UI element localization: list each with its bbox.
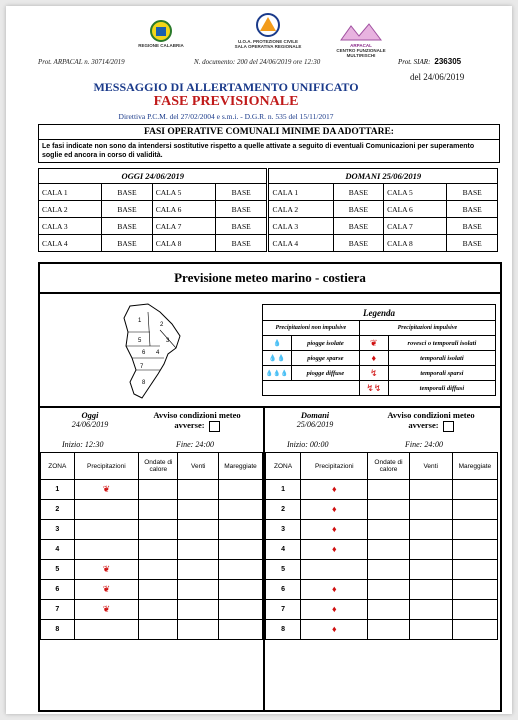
precip-cell — [74, 500, 139, 520]
regione-calabria-shield-icon — [150, 20, 172, 42]
empty-cell — [409, 500, 452, 520]
empty-cell — [219, 540, 263, 560]
precip-cell — [74, 620, 139, 640]
cala-row — [39, 235, 498, 252]
zone-number: 5 — [266, 560, 301, 580]
legend-col-impulsive: Precipitazioni impulsive — [359, 321, 495, 336]
arpacal-emblem-icon — [339, 22, 383, 42]
today-fine: Fine: 24:00 — [176, 440, 214, 449]
precip-cell — [301, 520, 368, 540]
tomorrow-day — [285, 410, 345, 429]
meteo-section — [38, 262, 502, 712]
precip-cell — [74, 520, 139, 540]
regione-calabria-logo — [136, 20, 186, 48]
today-zone-row — [41, 620, 263, 640]
cala-cell-c: CALA 1 — [268, 184, 333, 201]
tomorrow-zone-table — [265, 452, 498, 640]
empty-cell — [452, 620, 497, 640]
cala-cell-bv: BASE — [215, 218, 268, 235]
temporali-isolati-icon: ♦ — [331, 624, 337, 634]
today-zone-row — [41, 500, 263, 520]
empty-cell — [178, 580, 219, 600]
cala-cell-a: CALA 1 — [39, 184, 102, 201]
empty-cell — [219, 600, 263, 620]
tomorrow-zone-row — [266, 600, 498, 620]
cala-cell-b: CALA 5 — [152, 184, 215, 201]
today-zone-row — [41, 560, 263, 580]
rain-drops-icon: 💧💧 — [263, 351, 292, 366]
map-zone-3: 3 — [166, 338, 170, 344]
temporali-isolati-icon: ♦ — [331, 584, 337, 594]
map-zone-2: 2 — [160, 322, 164, 328]
temporali-isolati-icon: ♦ — [331, 484, 337, 494]
arpacal-logo — [326, 22, 396, 58]
storm-icon: ♦ — [359, 351, 388, 366]
zone-number: 7 — [41, 600, 75, 620]
precip-cell — [301, 480, 368, 500]
map-zone-7: 7 — [140, 364, 144, 370]
legend-item-temporali-isolati: temporali isolati — [388, 351, 495, 366]
empty-cell — [409, 560, 452, 580]
empty-cell — [219, 580, 263, 600]
legend-item-piogge-diffuse: piogge diffuse — [292, 366, 360, 381]
zone-number: 1 — [41, 480, 75, 500]
empty-cell — [409, 480, 452, 500]
zone-number: 2 — [41, 500, 75, 520]
today-avviso — [138, 410, 256, 432]
zone-number: 7 — [266, 600, 301, 620]
empty-cell — [139, 540, 178, 560]
legend-item-temporali-sparsi: temporali sparsi — [388, 366, 495, 381]
precip-cell — [74, 540, 139, 560]
legend-item-piogge-sparse: piogge sparse — [292, 351, 360, 366]
cala-cell-cv: BASE — [333, 184, 384, 201]
fasi-note: Le fasi indicate non sono da intendersi sostitutive rispetto a quelle attivate a seguito di eventuali Comunicazioni per superamento soglie ed ancora in corso di validità. — [42, 143, 475, 159]
temporali-isolati-icon: ♦ — [331, 544, 337, 554]
today-inizio: Inizio: 12:30 — [62, 440, 104, 449]
today-zone-row — [41, 580, 263, 600]
logo-center-line1: U.O.A. PROTEZIONE CIVILE — [237, 39, 298, 44]
fasi-title: FASI OPERATIVE COMUNALI MINIME DA ADOTTARE: — [39, 125, 499, 140]
empty-cell — [219, 520, 263, 540]
shower-icon: ❦ — [359, 336, 388, 351]
today-zone-row — [41, 480, 263, 500]
tomorrow-avviso-checkbox[interactable] — [443, 421, 454, 432]
today-col-header: Ondate di calore — [139, 453, 178, 480]
empty-cell — [139, 600, 178, 620]
tomorrow-label: Domani — [300, 410, 330, 420]
tomorrow-col-header: Ondate di calore — [368, 453, 409, 480]
tomorrow-zone-row — [266, 580, 498, 600]
rovesci-icon: ❦ — [102, 604, 111, 614]
zone-number: 6 — [266, 580, 301, 600]
cala-cell-cv: BASE — [333, 201, 384, 218]
map-zone-1: 1 — [138, 318, 142, 324]
zone-number: 3 — [266, 520, 301, 540]
tomorrow-zone-row — [266, 500, 498, 520]
empty-cell — [409, 600, 452, 620]
today-col-header: ZONA — [41, 453, 75, 480]
precip-cell — [301, 560, 368, 580]
today-zone-row — [41, 600, 263, 620]
legend-table — [262, 304, 496, 396]
cala-cell-av: BASE — [102, 201, 153, 218]
empty-cell — [452, 500, 497, 520]
document-title: MESSAGGIO DI ALLERTAMENTO UNIFICATO — [93, 80, 359, 94]
precip-cell — [301, 580, 368, 600]
empty-cell — [178, 620, 219, 640]
cala-today-header: OGGI 24/06/2019 — [39, 169, 268, 184]
empty-cell — [368, 520, 409, 540]
empty-cell — [219, 560, 263, 580]
tomorrow-col-header: Precipitazioni — [301, 453, 368, 480]
document-page — [6, 6, 512, 714]
cala-cell-b: CALA 7 — [152, 218, 215, 235]
empty-cell — [178, 520, 219, 540]
cala-cell-dv: BASE — [447, 235, 498, 252]
rain-many-drops-icon: 💧💧💧 — [263, 366, 292, 381]
empty-cell — [452, 560, 497, 580]
empty-cell — [219, 500, 263, 520]
tomorrow-col-header: Mareggiate — [452, 453, 497, 480]
tomorrow-avviso-text: Avviso condizioni meteo avverse: — [387, 410, 475, 430]
empty-cell — [139, 620, 178, 640]
empty-cell — [409, 620, 452, 640]
cala-cell-d: CALA 6 — [384, 201, 447, 218]
map-zone-8: 8 — [142, 380, 146, 386]
today-day — [60, 410, 120, 429]
prot-siar — [398, 57, 461, 66]
protezione-civile-logo — [228, 12, 308, 49]
empty-cell — [178, 480, 219, 500]
today-avviso-checkbox[interactable] — [209, 421, 220, 432]
tomorrow-zone-row — [266, 480, 498, 500]
cala-cell-bv: BASE — [215, 235, 268, 252]
cala-row — [39, 184, 498, 201]
tomorrow-col-header: Venti — [409, 453, 452, 480]
logo-left-text: REGIONE CALABRIA — [138, 43, 184, 48]
cala-cell-c: CALA 2 — [268, 201, 333, 218]
rovesci-icon: ❦ — [102, 484, 111, 494]
legend-col-non-impulsive: Precipitazioni non impulsive — [263, 321, 360, 336]
fasi-operative-box — [38, 124, 500, 163]
temporali-isolati-icon: ♦ — [331, 604, 337, 614]
empty-cell — [452, 520, 497, 540]
cala-cell-cv: BASE — [333, 218, 384, 235]
cala-cell-b: CALA 6 — [152, 201, 215, 218]
cala-cell-av: BASE — [102, 235, 153, 252]
precip-cell — [301, 500, 368, 520]
precip-cell — [301, 540, 368, 560]
zone-number: 5 — [41, 560, 75, 580]
zone-number: 4 — [41, 540, 75, 560]
zone-number: 1 — [266, 480, 301, 500]
map-zone-6: 6 — [142, 350, 146, 356]
tomorrow-col-header: ZONA — [266, 453, 301, 480]
cala-cell-a: CALA 4 — [39, 235, 102, 252]
prot-siar-value: 236305 — [434, 57, 462, 66]
tomorrow-zone-row — [266, 540, 498, 560]
document-number: N. documento: 200 del 24/06/2019 ore 12:30 — [194, 58, 321, 66]
empty-cell — [139, 580, 178, 600]
cala-row — [39, 218, 498, 235]
empty-cell — [368, 500, 409, 520]
empty-cell — [409, 580, 452, 600]
today-col-header: Venti — [178, 453, 219, 480]
cala-cell-d: CALA 8 — [384, 235, 447, 252]
lightning-double-icon: ↯↯ — [359, 381, 388, 396]
logo-right-line2: CENTRO FUNZIONALE MULTIRISCHI — [336, 48, 386, 58]
today-label: Oggi — [81, 410, 99, 420]
cala-cell-b: CALA 8 — [152, 235, 215, 252]
meteo-title: Previsione meteo marino - costiera — [40, 264, 500, 294]
calabria-zones-map — [120, 302, 190, 402]
title-date: del 24/06/2019 — [410, 72, 465, 82]
cala-cell-dv: BASE — [447, 201, 498, 218]
today-zone-table — [40, 452, 263, 640]
protezione-civile-icon — [256, 12, 280, 38]
empty-cell — [178, 560, 219, 580]
temporali-isolati-icon: ♦ — [331, 524, 337, 534]
cala-cell-d: CALA 7 — [384, 218, 447, 235]
empty-cell — [368, 540, 409, 560]
precip-cell — [74, 580, 139, 600]
empty-cell — [452, 480, 497, 500]
empty-cell — [452, 580, 497, 600]
temporali-isolati-icon: ♦ — [331, 504, 337, 514]
legend-item-rovesci: rovesci o temporali isolati — [388, 336, 495, 351]
cala-cell-dv: BASE — [447, 218, 498, 235]
empty-cell — [452, 540, 497, 560]
precip-cell — [301, 600, 368, 620]
precip-cell — [74, 480, 139, 500]
today-date: 24/06/2019 — [71, 420, 109, 429]
precip-cell — [74, 560, 139, 580]
tomorrow-avviso — [383, 410, 479, 432]
empty-cell — [219, 620, 263, 640]
empty-cell — [139, 520, 178, 540]
zone-number: 2 — [266, 500, 301, 520]
prot-arpacal: Prot. ARPACAL n. 30714/2019 — [38, 58, 125, 66]
empty-cell — [178, 500, 219, 520]
cala-cell-cv: BASE — [333, 235, 384, 252]
zone-number: 4 — [266, 540, 301, 560]
logo-right-line1: ARPACAL — [350, 43, 372, 48]
cala-cell-bv: BASE — [215, 184, 268, 201]
tomorrow-date: 25/06/2019 — [296, 420, 334, 429]
cala-row — [39, 201, 498, 218]
empty-cell — [139, 500, 178, 520]
legend-title: Legenda — [263, 305, 496, 321]
tomorrow-inizio: Inizio: 00:00 — [287, 440, 329, 449]
empty-cell — [219, 480, 263, 500]
rovesci-icon: ❦ — [102, 564, 111, 574]
today-zone-row — [41, 520, 263, 540]
zone-number: 8 — [266, 620, 301, 640]
cala-cell-a: CALA 3 — [39, 218, 102, 235]
zone-number: 6 — [41, 580, 75, 600]
empty-cell — [409, 540, 452, 560]
tomorrow-zone-row — [266, 520, 498, 540]
zone-number: 3 — [41, 520, 75, 540]
cala-cell-av: BASE — [102, 218, 153, 235]
map-zone-4: 4 — [156, 350, 160, 356]
legend-item-piogge-isolate: piogge isolate — [292, 336, 360, 351]
directive-reference: Direttiva P.C.M. del 27/02/2004 e s.m.i. - D.G.R. n. 535 del 15/11/2017 — [118, 112, 334, 121]
today-col-header: Mareggiate — [219, 453, 263, 480]
tomorrow-zone-row — [266, 620, 498, 640]
empty-cell — [368, 620, 409, 640]
empty-cell — [178, 540, 219, 560]
cala-cell-dv: BASE — [447, 184, 498, 201]
today-zone-row — [41, 540, 263, 560]
logo-center-line2: SALA OPERATIVA REGIONALE — [234, 44, 302, 49]
precip-cell — [74, 600, 139, 620]
cala-cell-a: CALA 2 — [39, 201, 102, 218]
today-col-header: Precipitazioni — [74, 453, 139, 480]
empty-cell — [368, 600, 409, 620]
cala-table — [38, 168, 498, 252]
tomorrow-zone-row — [266, 560, 498, 580]
cala-cell-c: CALA 3 — [268, 218, 333, 235]
empty-cell — [409, 520, 452, 540]
cala-cell-av: BASE — [102, 184, 153, 201]
precip-cell — [301, 620, 368, 640]
empty-cell — [139, 480, 178, 500]
rain-drop-icon: 💧 — [263, 336, 292, 351]
empty-cell — [368, 560, 409, 580]
cala-cell-bv: BASE — [215, 201, 268, 218]
tomorrow-fine: Fine: 24:00 — [405, 440, 443, 449]
cala-cell-c: CALA 4 — [268, 235, 333, 252]
today-avviso-text: Avviso condizioni meteo avverse: — [153, 410, 241, 430]
legend-item-temporali-diffusi: temporali diffusi — [388, 381, 495, 396]
empty-cell — [368, 580, 409, 600]
empty-cell — [452, 600, 497, 620]
empty-cell — [178, 600, 219, 620]
map-zone-5: 5 — [138, 338, 142, 344]
document-subtitle: FASE PREVISIONALE — [153, 94, 299, 109]
lightning-icon: ↯ — [359, 366, 388, 381]
empty-cell — [368, 480, 409, 500]
rovesci-icon: ❦ — [102, 584, 111, 594]
empty-cell — [139, 560, 178, 580]
zone-number: 8 — [41, 620, 75, 640]
cala-cell-d: CALA 5 — [384, 184, 447, 201]
cala-tomorrow-header: DOMANI 25/06/2019 — [268, 169, 498, 184]
prot-siar-label: Prot. SIAR: — [398, 58, 431, 66]
